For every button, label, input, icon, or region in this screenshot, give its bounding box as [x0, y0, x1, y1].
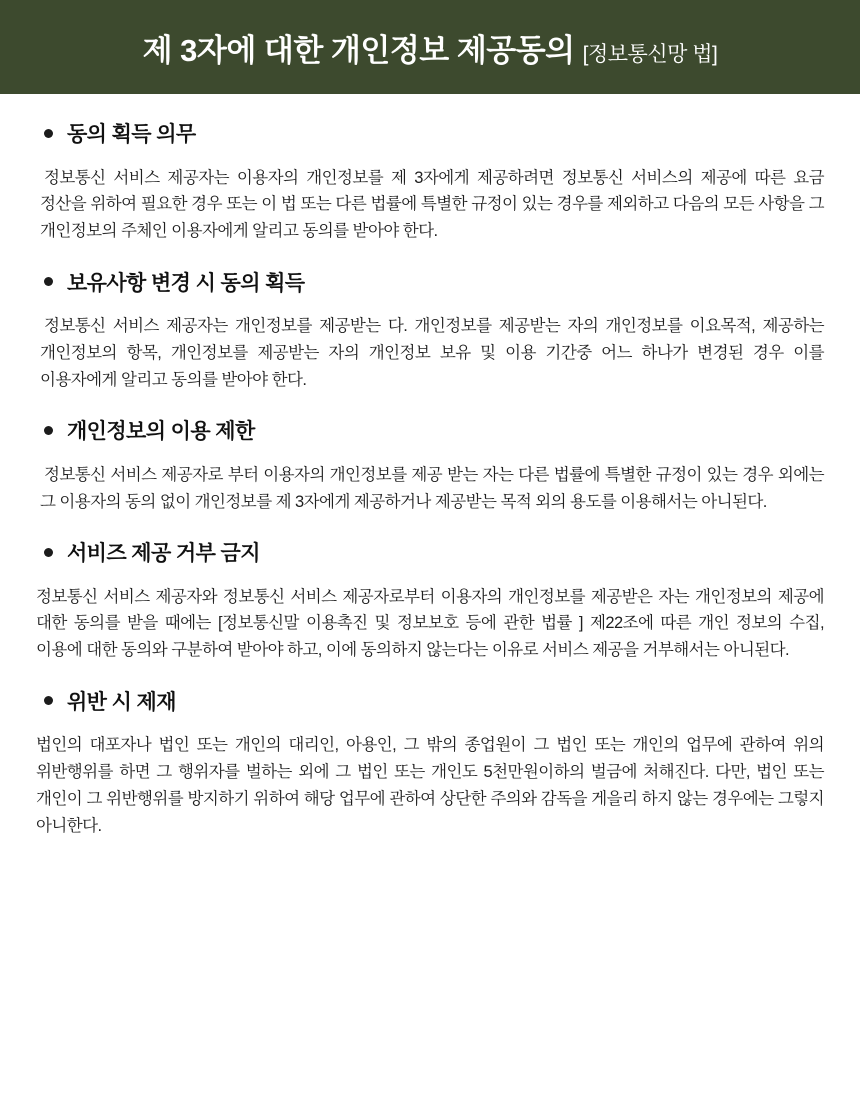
section-title: 동의 획득 의무 [67, 123, 196, 146]
section-title: 위반 시 제재 [67, 690, 176, 714]
section-title: 서비즈 제공 거부 금지 [67, 542, 260, 566]
section-title: 보유사항 변경 시 동의 획득 [67, 271, 305, 295]
section-body: 법인의 대포자나 법인 또는 개인의 대리인, 아용인, 그 밖의 종업원이 그 법인 또는 개인의 업무에 관하여 위의 위반행위를 하면 그 행위자를 벌하는 외에 그 법인 또는 개인도 5천만원이하의 벌금에 처해진다. 다만, 법인 또는 개인이 그 위반행위를 방지하기 위하여 해당 업무에 관하여 상단한 주의와 감독을 게을리 하지 않는 경우에는 그렇지 아니한다. [36, 736, 824, 835]
section-consent-obligation [26, 118, 834, 245]
bullet-icon [44, 696, 53, 705]
section-title: 개인정보의 이용 제한 [67, 420, 255, 444]
section-heading [44, 267, 834, 297]
section-change-of-retention [26, 267, 834, 394]
document-content [0, 94, 860, 866]
bullet-icon [44, 277, 53, 286]
section-body: 정보통신 서비스 제공자와 정보통신 서비스 제공자로부터 이용자의 개인정보를 제공받은 자는 개인정보의 제공에 대한 동의를 받을 때에는 [정보통신말 이용촉진 및 정보보호 등에 관한 법률 ] 제22조에 따른 개인 정보의 수집, 이용에 대한 동의와 구분하여 받아야 하고, 이에 동의하지 않는다는 이유로 서비스 제공을 거부해서는 아니된다. [36, 587, 824, 660]
section-body: 정보통신 서비스 제공자는 개인정보를 제공받는 다. 개인정보를 제공받는 자의 개인정보를 이요목적, 제공하는 개인정보의 항목, 개인정보를 제공받는 자의 개인정보 보유 및 이용 기간중 어느 하나가 변경된 경우 이를 이용자에게 알리고 동의를 받아야 한다. [40, 317, 824, 389]
section-heading [44, 537, 834, 567]
section-body: 정보통신 서비스 제공자로 부터 이용자의 개인정보를 제공 받는 자는 다른 법률에 특별한 규정이 있는 경우 외에는 그 이용자의 동의 없이 개인정보를 제 3자에게 제공하거나 제공받는 목적 외의 용도를 이용해서는 아니된다. [40, 465, 824, 511]
header-title-wrap [143, 25, 718, 70]
section-heading [44, 118, 834, 148]
document-header-banner [0, 0, 860, 94]
section-heading [44, 415, 834, 445]
section-heading [44, 686, 834, 716]
section-service-refusal-prohibition [26, 537, 834, 664]
page-title: 제 3자에 대한 개인정보 제공동의 [142, 32, 575, 68]
bullet-icon [44, 129, 53, 138]
section-penalty [26, 686, 834, 839]
bullet-icon [44, 548, 53, 557]
section-body: 정보통신 서비스 제공자는 이용자의 개인정보를 제 3자에게 제공하려면 정보통신 서비스의 제공에 따른 요금 정산을 위하여 필요한 경우 또는 이 법 또는 다른 법률에 특별한 규정이 있는 경우를 제외하고 다음의 모든 사항을 그 개인정보의 주체인 이용자에게 알리고 동의를 받아야 한다. [40, 168, 824, 240]
page-subtitle: [정보통신망 법] [582, 42, 718, 66]
bullet-icon [44, 426, 53, 435]
section-use-restriction [26, 415, 834, 515]
